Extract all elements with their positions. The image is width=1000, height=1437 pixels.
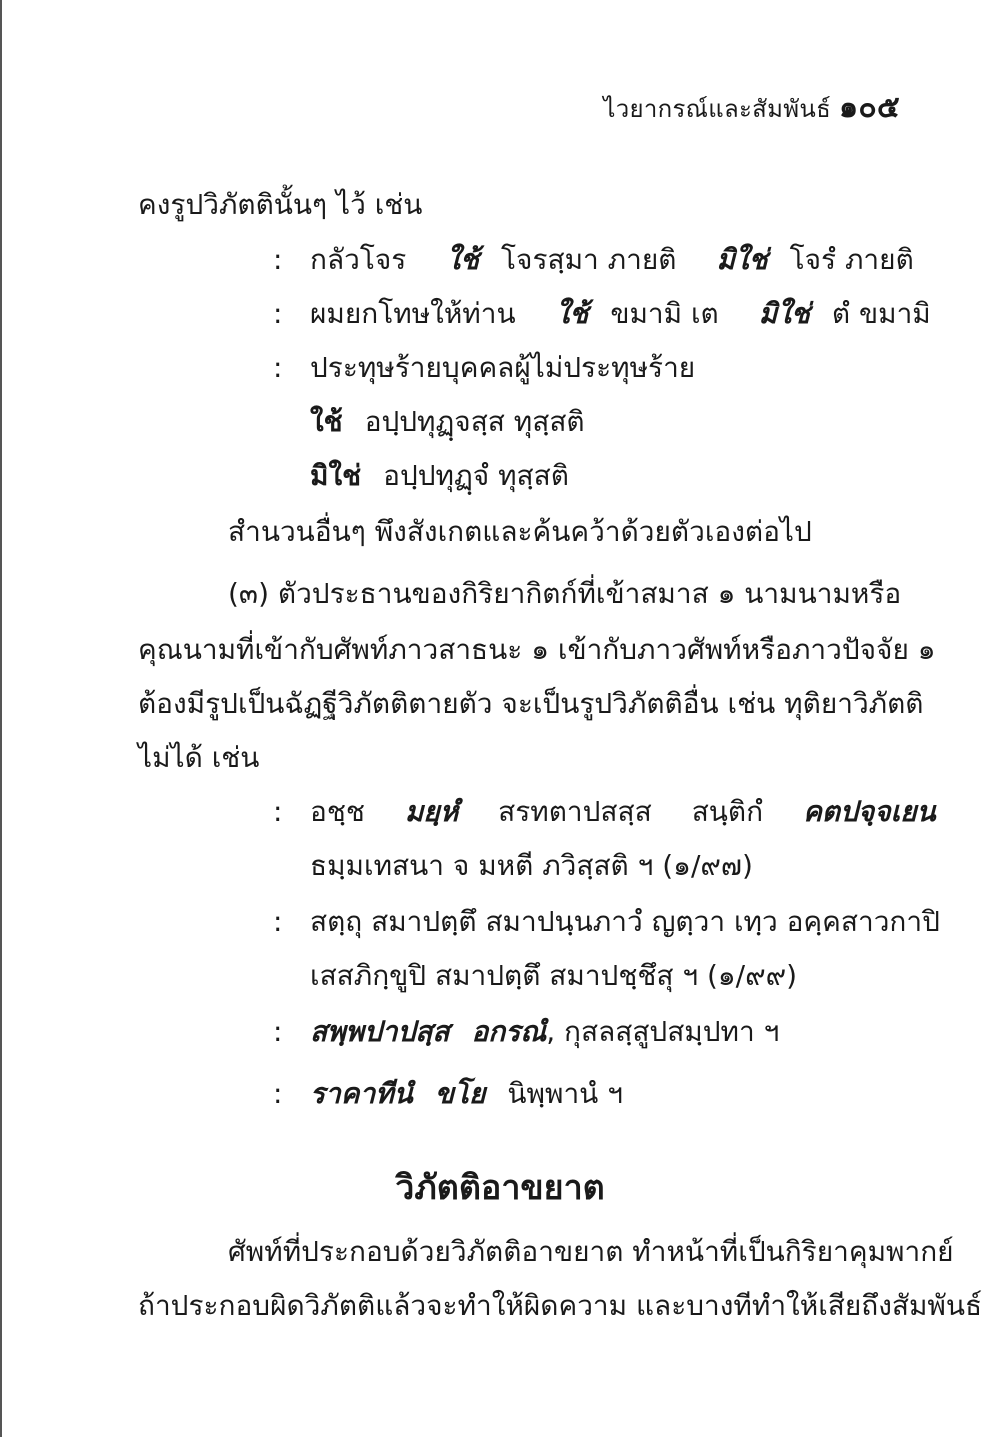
use-label: ใช้ [310,405,343,438]
paragraph-3-line-1: (๓) ตัวประธานของกิริยากิตก์ที่เข้าสมาส ๑ นามนามหรือ [228,577,902,610]
use-label: ใช้ [555,297,589,330]
example-5-line-2: เสสภิกฺขูปิ สมาปตฺตึ สมาปชฺชึสุ ฯ (๑/๙๙) [310,959,798,992]
paragraph-3-line-3: ต้องมีรูปเป็นฉัฏฐีวิภัตติตายตัว จะเป็นรูปวิภัตติอื่น เช่น ทุติยาวิภัตติ [138,687,924,720]
example-2-thai: ผมยกโทษให้ท่าน [310,297,516,330]
colon-marker: : [273,905,283,938]
example-3-correct-line [310,402,585,442]
colon-marker: : [273,351,283,384]
example-4-emphasis-1: มยฺหํ [404,795,459,828]
page-edge [0,0,2,1437]
example-7-emphasis-1: ราคาทีนํ [310,1077,413,1110]
colon-marker: : [273,1015,283,1048]
colon-marker: : [273,243,283,276]
example-6 [310,1012,779,1052]
example-4 [310,792,936,832]
example-4-word-3: สนฺติกํ [691,795,764,828]
text-line-2: สำนวนอื่นๆ พึงสังเกตและค้นคว้าด้วยตัวเองต่อไป [228,515,812,548]
example-7-rest: นิพฺพานํ ฯ [507,1077,623,1110]
example-1-wrong: โจรํ ภายติ [789,243,914,276]
example-4-word-1: อชฺช [310,795,365,828]
example-3-wrong-line [310,456,569,496]
paragraph-4-line-2: ถ้าประกอบผิดวิภัตติแล้วจะทำให้ผิดความ และบางทีทำให้เสียถึงสัมพันธ์ [138,1289,983,1322]
colon-marker: : [273,297,283,330]
text-line-1: คงรูปวิภัตตินั้นๆ ไว้ เช่น [138,188,423,221]
example-2 [310,294,931,334]
not-label: มิใช่ [716,243,768,276]
paragraph-4-line-1: ศัพท์ที่ประกอบด้วยวิภัตติอาขยาต ทำหน้าที่เป็นกิริยาคุมพากย์ [228,1235,954,1268]
example-4-emphasis-2: คตปจฺจเยน [803,795,936,828]
header-title: ไวยากรณ์และสัมพันธ์ [603,95,832,123]
paragraph-3-line-2: คุณนามที่เข้ากับศัพท์ภาวสาธนะ ๑ เข้ากับภาวศัพท์หรือภาวปัจจัย ๑ [138,633,936,666]
example-6-rest: , กุสลสฺสูปสมฺปทา ฯ [546,1015,780,1048]
example-6-emphasis-2: อกรณํ [471,1015,547,1048]
running-header [603,84,900,131]
use-label: ใช้ [446,243,480,276]
example-6-emphasis-1: สพฺพปาปสฺส [310,1015,450,1048]
example-5-line-1: สตฺถุ สมาปตฺตึ สมาปนฺนภาวํ ญตฺวา เทฺว อคฺคสาวกาปิ [310,905,940,938]
section-heading: วิภัตติอาขยาต [395,1168,605,1208]
example-7-emphasis-2: ขโย [434,1077,486,1110]
example-1-correct: โจรสฺมา ภายติ [501,243,677,276]
example-2-wrong: ตํ ขมามิ [831,297,931,330]
not-label: มิใช่ [310,459,362,492]
not-label: มิใช่ [758,297,810,330]
example-3-correct: อปฺปทุฏฺจสฺส ทุสฺสติ [364,405,585,438]
colon-marker: : [273,795,283,828]
example-1 [310,240,914,280]
example-3-thai: ประทุษร้ายบุคคลผู้ไม่ประทุษร้าย [310,351,696,384]
example-3-wrong: อปฺปทุฏฺจํ ทุสฺสติ [383,459,569,492]
example-7 [310,1074,623,1114]
page-number: ๑๐๕ [839,90,900,125]
example-2-correct: ขมามิ เต [610,297,719,330]
example-4-word-2: สรทตาปสสฺส [498,795,652,828]
example-4-line-2: ธมฺมเทสนา จ มหตี ภวิสฺสติ ฯ (๑/๙๗) [310,849,753,882]
colon-marker: : [273,1077,283,1110]
example-1-thai: กลัวโจร [310,243,407,276]
paragraph-3-line-4: ไม่ได้ เช่น [138,741,260,774]
